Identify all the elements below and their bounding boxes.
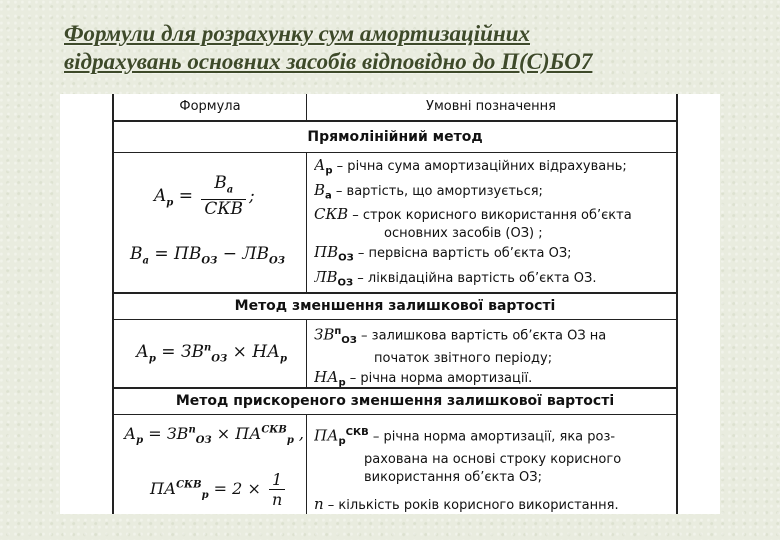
divider — [306, 319, 307, 387]
divider — [114, 387, 676, 389]
notation-row: рахована на основі строку корисного — [364, 451, 622, 467]
formula-table — [112, 94, 678, 514]
divider — [114, 152, 676, 153]
title-line-2: відрахувань основних засобів відповідно до П(С)БО7 — [64, 49, 593, 74]
notation-row: початок звітного періоду; — [374, 350, 553, 366]
formula-reducing-balance: $А_р = ЗВ^п_{ОЗ} \times НА_р$ — [136, 342, 287, 365]
notation-row: використання об’єкта ОЗ; — [364, 469, 542, 485]
slide-title — [64, 20, 744, 76]
notations-straight-line — [314, 156, 670, 292]
header-notation: Умовні позначення — [426, 99, 556, 114]
notation-row: $НА_р$ – річна норма амортизації. — [314, 367, 533, 389]
table-header — [114, 94, 676, 120]
formula-annual-amortization: $A_р$ = $\frac{В_а}{\text{СКВ}}$ ; — [154, 173, 255, 220]
divider — [114, 414, 676, 415]
formula-depreciable-value: $В_а = ПВ_{ОЗ} - ЛВ_{ОЗ}$ — [130, 244, 285, 267]
title-line-1: Формули для розрахунку сум амортизаційних — [64, 21, 531, 46]
divider — [114, 319, 676, 320]
divider — [114, 120, 676, 122]
section-title-accelerated-reducing: Метод прискореного зменшення залишкової вартості — [175, 393, 615, 409]
notations-reducing-balance — [314, 323, 670, 393]
notation-row: $В_а$ – вартість, що амортизується; — [314, 180, 543, 202]
notation-row: $А_р$ – річна сума амортизаційних відрахувань; — [314, 156, 627, 177]
section-title-straight-line: Прямолінійний метод — [307, 129, 483, 145]
section-title-reducing-balance: Метод зменшення залишкової вартості — [234, 298, 556, 314]
divider — [306, 414, 307, 514]
notations-accelerated — [314, 424, 670, 515]
notation-row: $ПА_р^{СКВ}$ – річна норма амортизації, яка роз- — [314, 426, 616, 447]
notation-row: $ЗВ^п_{ОЗ}$ – залишкова вартість об’єкта ОЗ на — [314, 325, 607, 346]
notation-row: СКВ – строк корисного використання об’єкта — [314, 205, 632, 224]
notation-row: основних засобів (ОЗ) ; — [384, 226, 543, 242]
table-image-panel — [60, 94, 720, 514]
notation-row: n – кількість років корисного використання. — [314, 494, 619, 513]
header-formula: Формула — [179, 99, 241, 114]
divider — [114, 292, 676, 294]
notation-row: $ЛВ_{ОЗ}$ – ліквідаційна вартість об’єкта ОЗ. — [314, 267, 597, 289]
formula-accelerated-reducing: $А_р = ЗВ^п_{ОЗ} \times ПА^{СКВ}_р$ , — [124, 424, 304, 447]
divider — [306, 152, 307, 292]
formula-accelerated-rate: $ПА^{СКВ}_р = 2$ × $\frac{1}{n}$ — [150, 470, 288, 509]
notation-row: $ПВ_{ОЗ}$ – первісна вартість об’єкта ОЗ; — [314, 243, 572, 264]
divider — [306, 94, 307, 120]
